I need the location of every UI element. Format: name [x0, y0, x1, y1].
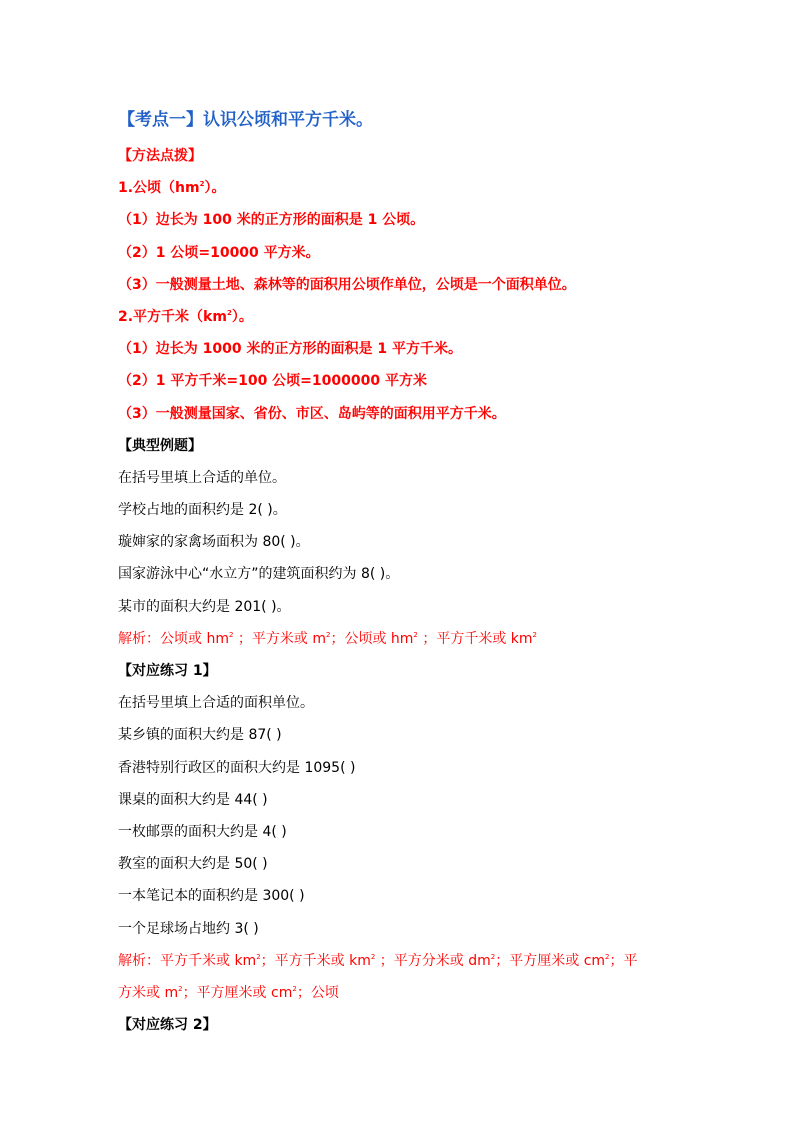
practice1-answer-line-2	[118, 977, 678, 1009]
practice1-question-2: 香港特别行政区的面积大约是 1095( )	[118, 759, 356, 776]
answer-part: ；平方厘米或 cm	[495, 952, 606, 969]
practice1-question-1: 某乡镇的面积大约是 87( )	[118, 727, 282, 744]
superscript: 2	[226, 308, 232, 317]
hectare-heading-end: ）。	[204, 180, 226, 197]
superscript: 2	[292, 984, 297, 993]
answer-part: ；平方厘米或 cm	[182, 984, 293, 1001]
hectare-point-3: （3）一般测量土地、森林等的面积用公顷作单位，公顷是一个面积单位。	[118, 276, 576, 293]
sqkm-heading-end: ）。	[231, 308, 253, 325]
example-answer	[118, 623, 678, 655]
example-question-3: 国家游泳中心“水立方”的建筑面积约为 8( )。	[118, 566, 400, 583]
hectare-heading-text: 1.公顷（hm	[118, 180, 200, 197]
superscript: 2	[199, 180, 205, 189]
sqkm-point-1: （1）边长为 1000 米的正方形的面积是 1 平方千米。	[118, 341, 462, 358]
sqkm-heading	[118, 301, 678, 333]
answer-part: ；公顷	[296, 984, 339, 1001]
answer-part: ；平	[609, 952, 638, 969]
practice1-heading: 【对应练习 1】	[118, 663, 217, 679]
example-question-1: 学校占地的面积约是 2( )。	[118, 502, 287, 519]
answer-part: 解析：公顷或 hm	[118, 630, 229, 647]
practice1-prompt: 在括号里填上合适的面积单位。	[118, 695, 314, 712]
superscript: 2	[370, 952, 376, 961]
method-heading: 【方法点拨】	[118, 148, 202, 164]
sqkm-heading-text: 2.平方千米（km	[118, 308, 227, 325]
section-title: 【考点一】认识公顷和平方千米。	[118, 110, 373, 130]
practice1-answer-line-1	[118, 945, 678, 977]
answer-part: ；平方分米或 dm	[375, 952, 491, 969]
practice2-heading: 【对应练习 2】	[118, 1017, 217, 1034]
answer-part: ；平方米或 m	[233, 630, 326, 647]
sqkm-point-2: （2）1 平方千米=100 公顷=1000000 平方米	[118, 373, 427, 390]
superscript: 2	[256, 952, 261, 961]
superscript: 2	[325, 630, 331, 639]
superscript: 2	[413, 630, 418, 639]
answer-part: ；平方千米或 km	[260, 952, 371, 969]
example-prompt: 在括号里填上合适的单位。	[118, 469, 286, 486]
superscript: 2	[605, 952, 610, 961]
answer-part: ；平方千米或 km	[417, 630, 533, 647]
superscript: 2	[228, 630, 234, 639]
hectare-heading	[118, 172, 678, 204]
practice1-question-7: 一个足球场占地约 3( )	[118, 920, 259, 937]
sqkm-point-3: （3）一般测量国家、省份、市区、岛屿等的面积用平方千米。	[118, 405, 506, 422]
example-heading: 【典型例题】	[118, 437, 202, 454]
practice1-question-3: 课桌的面积大约是 44( )	[118, 791, 268, 808]
superscript: 2	[490, 952, 496, 961]
example-question-4: 某市的面积大约是 201( )。	[118, 598, 291, 615]
hectare-point-1: （1）边长为 100 米的正方形的面积是 1 公顷。	[118, 212, 425, 229]
answer-part: ；公顷或 hm	[330, 630, 414, 647]
practice1-question-6: 一本笔记本的面积约是 300( )	[118, 888, 305, 905]
superscript: 2	[178, 984, 183, 993]
practice1-question-4: 一枚邮票的面积大约是 4( )	[118, 823, 287, 840]
document-page	[118, 104, 678, 1041]
answer-part: 方米或 m	[118, 984, 179, 1001]
practice1-question-5: 教室的面积大约是 50( )	[118, 856, 268, 873]
hectare-point-2: （2）1 公顷=10000 平方米。	[118, 244, 320, 261]
superscript: 2	[532, 630, 538, 639]
answer-part: 解析：平方千米或 km	[118, 952, 257, 969]
example-question-2: 璇婶家的家禽场面积为 80( )。	[118, 534, 310, 551]
